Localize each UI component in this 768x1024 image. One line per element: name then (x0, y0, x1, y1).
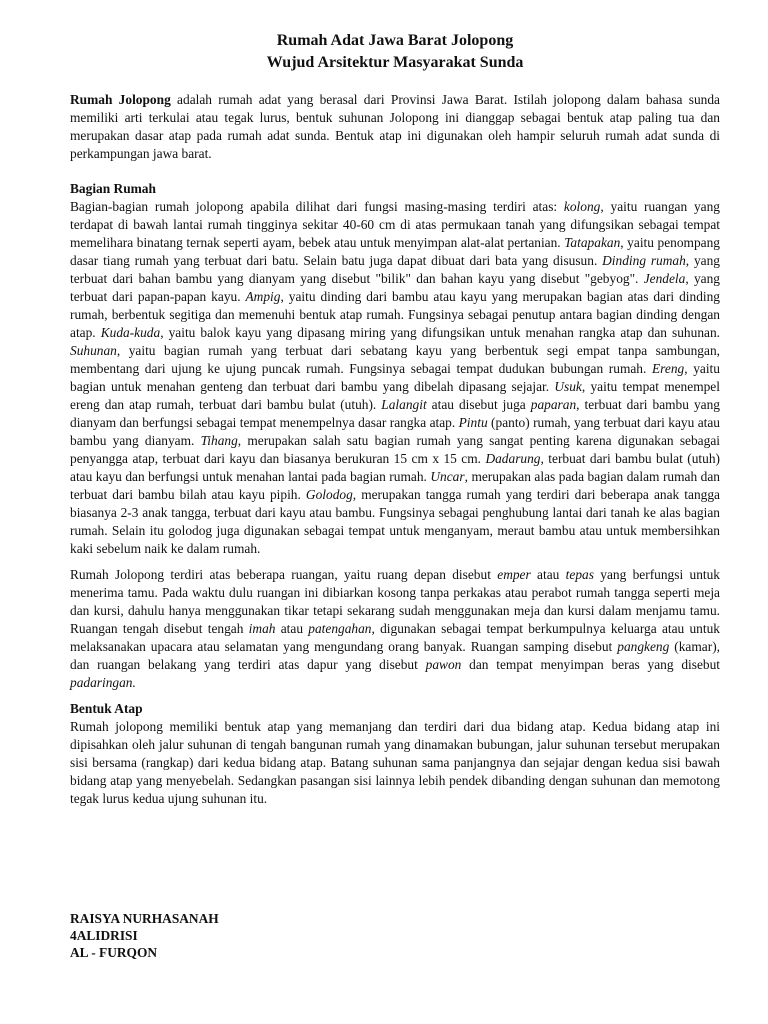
document-title: Rumah Adat Jawa Barat Jolopong (276, 32, 514, 49)
intro-text: adalah rumah adat yang berasal dari Provinsi Jawa Barat. Istilah jolopong dalam bahasa sunda memiliki arti terkulai atau tegak lurus, bentuk suhunan Jolopong ini dianggap sebagai bentuk atap paling tua dan merupakan dasar atap pada rumah adat sunda. Bentuk atap ini digunakan oleh hampir seluruh rumah adat sunda di perkampungan jawa barat. (70, 92, 720, 161)
italic-term: pawon (425, 657, 462, 672)
text-run: , merupakan salah satu bagian rumah yang sangat penting karena digunakan sebagai penyangga atap, terbuat dari kayu dan biasanya berukuran 15 cm x 15 cm. (70, 433, 720, 466)
italic-term: paparan (530, 397, 577, 412)
italic-term: Dadarung (485, 451, 541, 466)
intro-paragraph (70, 91, 720, 163)
italic-term: Kuda-kuda (100, 325, 161, 340)
text-run: atau disebut juga (426, 397, 531, 412)
text-run: , merupakan alas pada bagian dalam rumah dan terbuat dari bambu bilah atau kayu pipih. (70, 469, 720, 502)
italic-term: Tatapakan (564, 235, 621, 250)
text-run: (kamar), dan ruangan belakang yang terdiri atas dapur yang disebut (70, 639, 720, 672)
italic-term: pangkeng (617, 639, 670, 654)
bagian-rumah-paragraph (70, 198, 720, 558)
text-run: , terbuat dari bambu bulat (utuh) atau kayu dan berfungsi untuk menahan lantai pada bagian rumah. (70, 451, 720, 484)
author-block (70, 910, 219, 961)
title-block (70, 30, 720, 74)
text-run: , yaitu bagian untuk menahan genteng dan terbuat dari bambu yang dibelah dipasang sejajar. (70, 361, 720, 394)
italic-term: Golodog (305, 487, 353, 502)
text-run: , yang terbuat dari bahan bambu yang dianyam yang disebut "bilik" dan bahan kayu yang disebut "gebyog". (70, 253, 720, 286)
italic-term: emper (497, 567, 531, 582)
text-run: , yaitu dinding dari bambu atau kayu yang merupakan bagian atas dari dinding rumah, berbentuk segitiga dan memenuhi bentuk atap rumah. Fungsinya sebagai penutup antara bagian dinding dengan atap. (70, 289, 720, 340)
text-run: atau (530, 567, 566, 582)
document-subtitle: Wujud Arsitektur Masyarakat Sunda (266, 54, 524, 71)
text-run: dan tempat menyimpan beras yang disebut (461, 657, 721, 672)
text-run: , yaitu tempat menempel ereng dan atap rumah, terbuat dari bambu bulat (utuh). (70, 379, 720, 412)
italic-term: Ampig (245, 289, 281, 304)
italic-term: Jendela (643, 271, 686, 286)
italic-term: Pintu (458, 415, 488, 430)
text-run: , yaitu penompang dasar tiang rumah yang terbuat dari batu. Selain batu juga dapat dibuat dari bata yang disusun. (70, 235, 720, 268)
italic-term: Tihang (200, 433, 238, 448)
intro-lead-term: Rumah Jolopong (70, 92, 171, 107)
italic-term: imah (248, 621, 276, 636)
text-run: , yaitu bagian rumah yang terbuat dari sebatang kayu yang berbentuk segi empat tanpa sambungan, membentang dari ujung ke ujung puncak rumah. Fungsinya sebagai tempat dudukan bubungan rumah. (70, 343, 720, 376)
text-run: Rumah Jolopong terdiri atas beberapa ruangan, yaitu ruang depan disebut (70, 567, 498, 582)
text-run: , yaitu ruangan yang terdapat di bawah lantai rumah tingginya sekitar 40-60 cm di atas permukaan tanah yang difungsikan sebagai tempat memelihara binatang ternak seperti ayam, bebek atau untuk menyimpan alat-alat pertanian. (70, 199, 720, 250)
text-run: yang berfungsi untuk menerima tamu. Pada waktu dulu ruangan ini dibiarkan kosong tanpa perkakas atau perabot rumah tangga seperti meja dan kursi, dahulu hanya menggunakan tikar tetapi sekarang sudah menggunakan meja dan kursi dalam menjamu tamu. Ruangan tengah disebut tengah (70, 567, 721, 636)
section-heading-bentuk-atap: Bentuk Atap (70, 701, 143, 716)
italic-term: Dinding rumah (602, 253, 686, 268)
text-run: , merupakan tangga rumah yang terdiri dari beberapa anak tangga biasanya 2-3 anak tangga, terbuat dari kayu atau bambu. Fungsinya sebagai penghubung lantai dari tanah ke alas bagian rumah. Selain itu golodog juga digunakan sebagai tempat untuk menganyam, meraut bambu atau untuk membersihkan kaki sebelum naik ke dalam rumah. (70, 487, 720, 556)
italic-term: Lalangit (381, 397, 427, 412)
italic-term: Usuk (554, 379, 582, 394)
italic-term: Suhunan (70, 343, 117, 358)
author-name: RAISYA NURHASANAH (70, 911, 219, 926)
ruangan-paragraph (70, 566, 720, 692)
section-heading-bagian-rumah: Bagian Rumah (70, 181, 156, 196)
author-school: AL - FURQON (70, 945, 158, 960)
italic-term: Ereng (651, 361, 685, 376)
text-run: atau (275, 621, 309, 636)
bentuk-atap-paragraph: Rumah jolopong memiliki bentuk atap yang memanjang dan terdiri dari dua bidang atap. Kedua bidang atap ini dipisahkan oleh jalur suhunan di tengah bangunan rumah yang dinamakan bubungan, jalur suhunan tersebut merupakan sisi bersama (rangkap) dari kedua bidang atap. Batang suhunan sama panjangnya dan sejajar dengan kedua sisi bawah bidang atap yang menyebelah. Sedangkan pasangan sisi lainnya lebih pendek dibanding dengan suhunan dan memotong tegak lurus kedua ujung suhunan itu. (70, 719, 720, 806)
text-run: Bagian-bagian rumah jolopong apabila dilihat dari fungsi masing-masing terdiri atas: (70, 199, 564, 214)
text-run: , digunakan sebagai tempat berkumpulnya keluarga atau untuk melaksanakan upacara atau selamatan yang mengundang orang banyak. Ruangan samping disebut (70, 621, 720, 654)
text-run: , yang terbuat dari papan-papan kayu. (70, 271, 720, 304)
author-class: 4ALIDRISI (70, 928, 138, 943)
italic-term: tepas (565, 567, 594, 582)
italic-term: Uncar (430, 469, 465, 484)
text-run: , terbuat dari bambu yang dianyam dan berfungsi sebagai tempat menempelnya dasar rangka atap. (70, 397, 720, 430)
italic-term: kolong (563, 199, 601, 214)
text-run: , yaitu balok kayu yang dipasang miring yang difungsikan untuk menahan rangka atap dan suhunan. (160, 325, 720, 340)
italic-term: patengahan (308, 621, 372, 636)
italic-term: padaringan. (70, 675, 136, 690)
text-run: (panto) rumah, yang terbuat dari kayu atau bambu yang dianyam. (70, 415, 720, 448)
